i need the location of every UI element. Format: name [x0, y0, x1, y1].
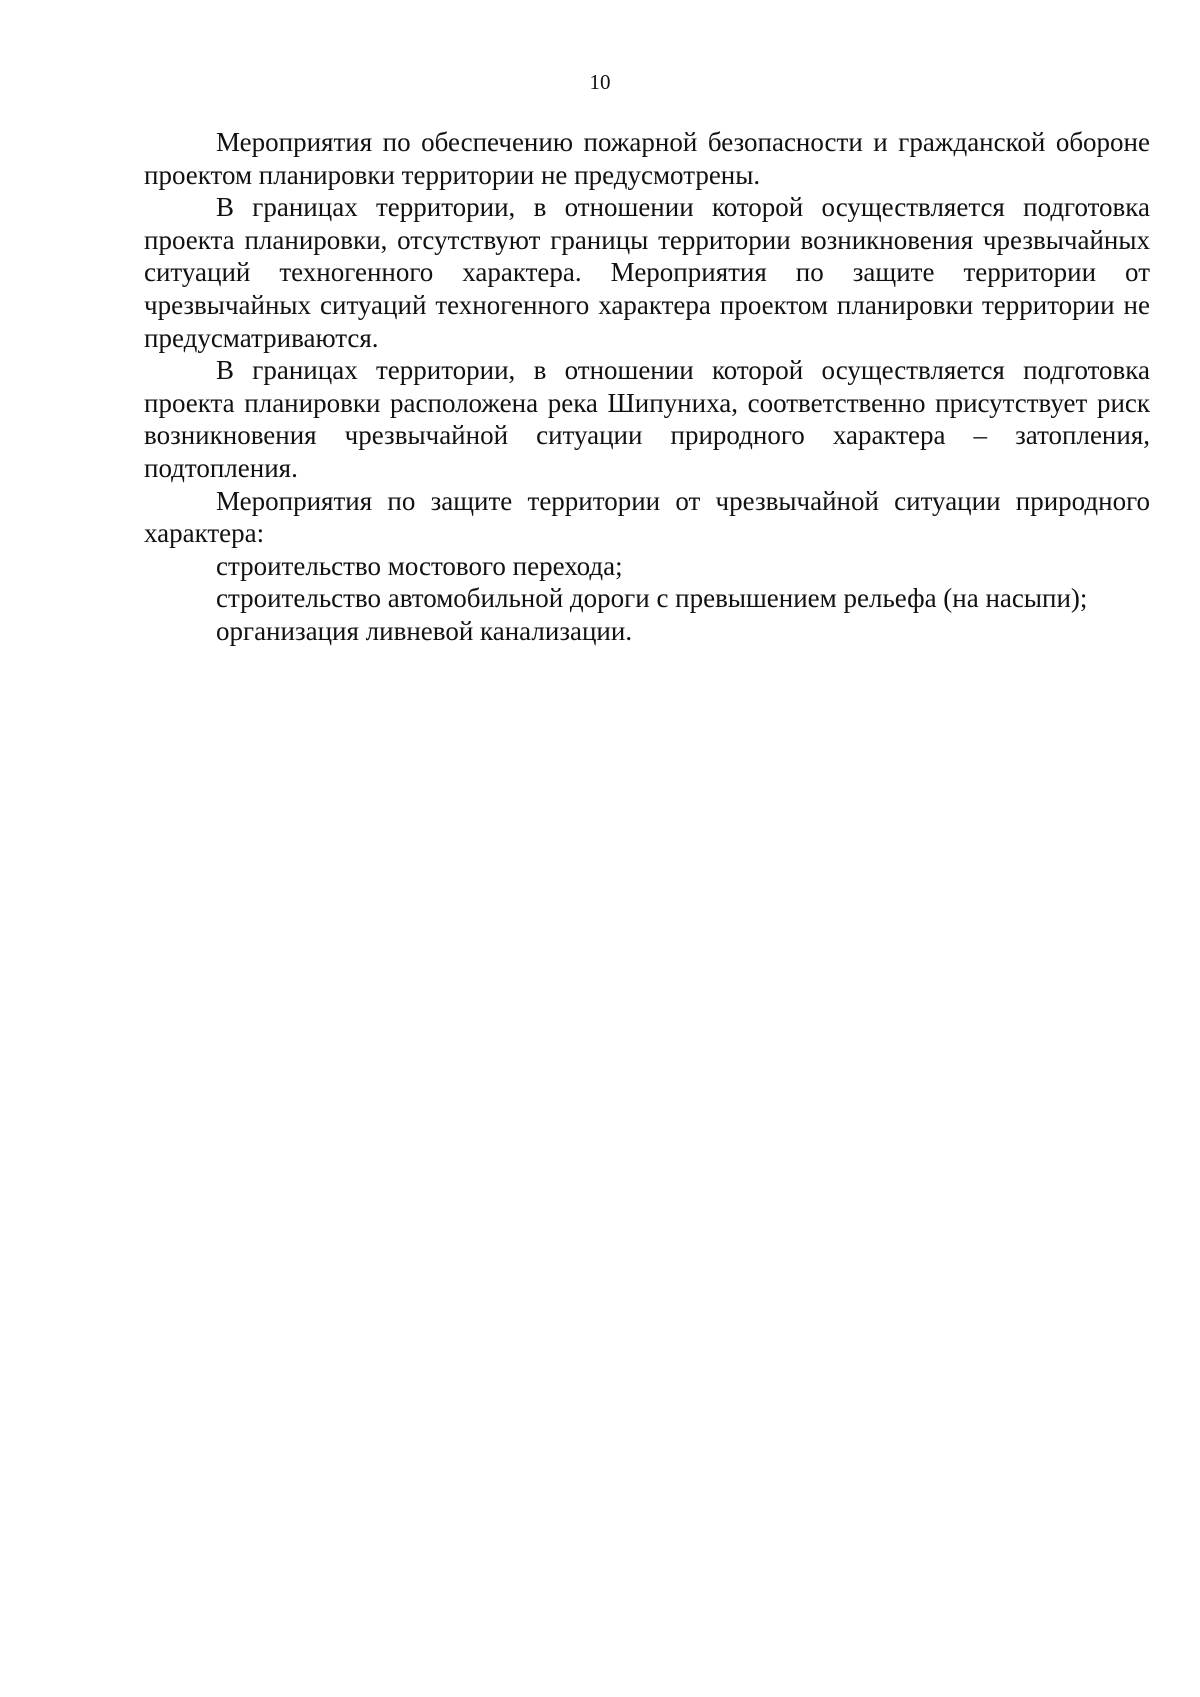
- measure-item-drainage: организация ливневой канализации.: [216, 615, 633, 646]
- measure-item-bridge: строительство мостового перехода;: [216, 550, 623, 581]
- paragraph-natural-emergency-measures: Мероприятия по защите территории от чрезвычайной ситуации природного характера:: [144, 485, 1150, 549]
- paragraph-technogenic-emergencies: В границах территории, в отношении которой осуществляется подготовка проекта планировки, отсутствуют границы территории возникновения чрезвычайных ситуаций техногенного характера. Мероприятия по защите территории от чрезвычайных ситуаций техногенного характера проектом планировки территории не предусматриваются.: [144, 192, 1150, 353]
- measures-list: [144, 550, 1150, 648]
- measure-item-road: строительство автомобильной дороги с превышением рельефа (на насыпи);: [216, 583, 1088, 614]
- paragraph-fire-safety: Мероприятия по обеспечению пожарной безопасности и гражданской обороне проектом планировки территории не предусмотрены.: [144, 127, 1150, 190]
- document-body: [144, 126, 1150, 648]
- page-number: 10: [589, 70, 611, 94]
- paragraph-river-risk: В границах территории, в отношении которой осуществляется подготовка проекта планировки расположена река Шипуниха, соответственно присутствует риск возникновения чрезвычайной ситуации природного характера – затопления, подтопления.: [144, 355, 1150, 483]
